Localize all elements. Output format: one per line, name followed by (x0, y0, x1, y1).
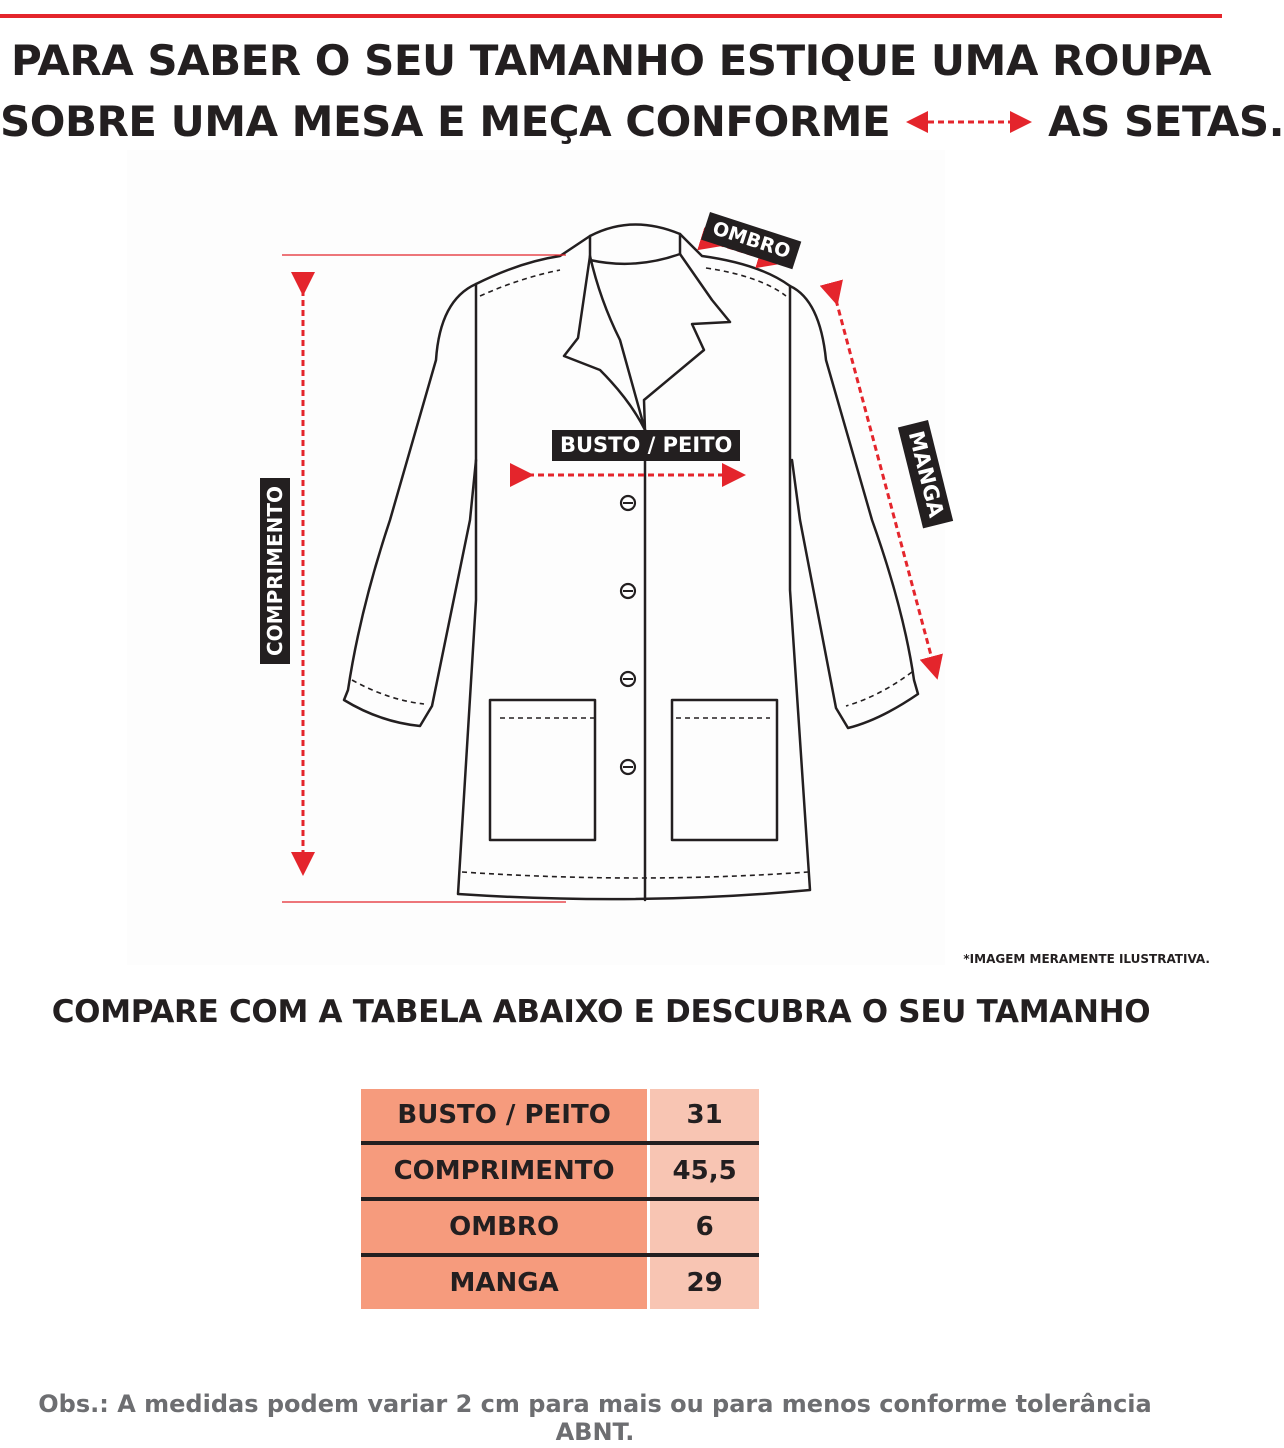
label-comprimento: COMPRIMENTO (260, 478, 290, 664)
table-row (361, 1199, 759, 1255)
measure-value: 29 (649, 1255, 759, 1309)
measure-value: 31 (649, 1089, 759, 1143)
measure-label: BUSTO / PEITO (361, 1089, 649, 1143)
measure-value: 45,5 (649, 1143, 759, 1199)
label-manga: MANGA (898, 420, 953, 529)
measure-label: MANGA (361, 1255, 649, 1309)
table-row (361, 1089, 759, 1143)
headline-line-2-start: SOBRE UMA MESA E MEÇA CONFORME (0, 97, 891, 146)
coat-buttons (621, 496, 635, 774)
coat-body-outline (458, 224, 810, 899)
right-lapel (644, 254, 730, 430)
left-sleeve-outline (344, 284, 476, 726)
measure-label: COMPRIMENTO (361, 1143, 649, 1199)
label-busto-peito: BUSTO / PEITO (552, 430, 740, 461)
right-sleeve-outline (790, 286, 918, 728)
left-pocket (490, 700, 595, 840)
measure-label: OMBRO (361, 1199, 649, 1255)
headline-line-1: PARA SABER O SEU TAMANHO ESTIQUE UMA ROUPA (10, 36, 1212, 85)
right-pocket (672, 700, 777, 840)
measure-value: 6 (649, 1199, 759, 1255)
headline-line-2-end: AS SETAS. (1048, 97, 1284, 146)
left-lapel (564, 256, 645, 430)
illustrative-image-disclaimer: *IMAGEM MERAMENTE ILUSTRATIVA. (963, 952, 1210, 966)
compare-heading: COMPARE COM A TABELA ABAIXO E DESCUBRA O SEU TAMANHO (51, 994, 1151, 1030)
table-row (361, 1255, 759, 1309)
collar (590, 234, 680, 264)
size-table (361, 1089, 759, 1309)
table-row (361, 1143, 759, 1199)
tolerance-note: Obs.: A medidas podem variar 2 cm para mais ou para menos conforme tolerância ABNT. (38, 1390, 1152, 1446)
label-ombro: OMBRO (701, 212, 802, 269)
